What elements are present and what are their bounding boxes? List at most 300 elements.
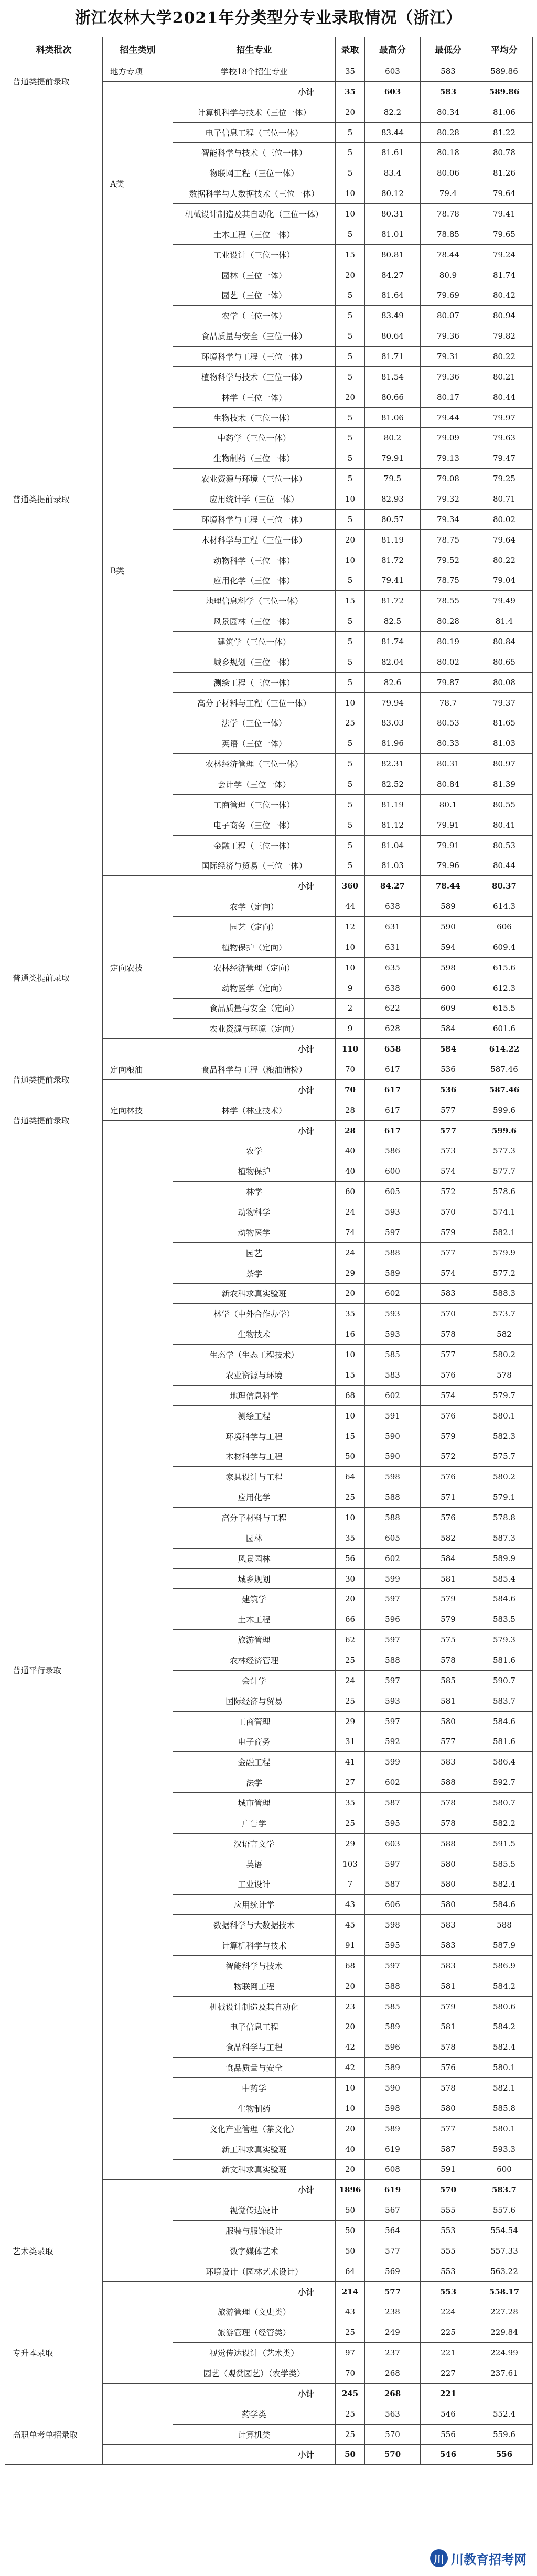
subtotal-label: 小计	[103, 2281, 336, 2302]
admitted-cell: 5	[336, 122, 365, 143]
avg-score-cell: 80.97	[476, 754, 533, 774]
major-cell: 广告学	[173, 1813, 336, 1833]
subtotal-label: 小计	[103, 2180, 336, 2200]
max-score-cell: 82.31	[365, 754, 421, 774]
min-score-cell: 80.19	[421, 632, 476, 652]
avg-score-cell: 586.9	[476, 1955, 533, 1976]
subtotal-admitted: 360	[336, 876, 365, 896]
min-score-cell: 585	[421, 1670, 476, 1691]
subtotal-label: 小计	[103, 876, 336, 896]
avg-score-cell: 79.47	[476, 448, 533, 469]
admitted-cell: 68	[336, 1385, 365, 1405]
avg-score-cell: 612.3	[476, 978, 533, 998]
avg-score-cell: 578.8	[476, 1508, 533, 1528]
admitted-cell: 50	[336, 2241, 365, 2261]
min-score-cell: 573	[421, 1141, 476, 1161]
admitted-cell: 5	[336, 448, 365, 469]
max-score-cell: 602	[365, 1772, 421, 1793]
avg-score-cell: 237.61	[476, 2363, 533, 2384]
avg-score-cell: 588.3	[476, 1283, 533, 1304]
major-cell: 智能科学与技术	[173, 1955, 336, 1976]
min-score-cell: 588	[421, 1833, 476, 1854]
avg-score-cell: 615.6	[476, 957, 533, 978]
table-row	[5, 1141, 533, 1161]
min-score-cell: 224	[421, 2302, 476, 2322]
avg-score-cell: 573.7	[476, 1304, 533, 1324]
avg-score-cell: 563.22	[476, 2261, 533, 2281]
min-score-cell: 79.08	[421, 469, 476, 489]
admitted-cell: 20	[336, 1589, 365, 1609]
major-cell: 数字媒体艺术	[173, 2241, 336, 2261]
admitted-cell: 20	[336, 265, 365, 285]
major-cell: 环境设计（园林艺术设计）	[173, 2261, 336, 2281]
admitted-cell: 5	[336, 347, 365, 367]
admitted-cell: 10	[336, 550, 365, 570]
admitted-cell: 60	[336, 1182, 365, 1202]
major-cell: 国际经济与贸易	[173, 1691, 336, 1711]
watermark-text: 川教育招考网	[451, 2552, 527, 2567]
max-score-cell: 592	[365, 1731, 421, 1752]
major-cell: 城乡规划（三位一体）	[173, 652, 336, 672]
admitted-cell: 5	[336, 570, 365, 591]
avg-score-cell: 80.08	[476, 672, 533, 692]
major-cell: 木材科学与工程	[173, 1446, 336, 1467]
major-cell: 生物制药	[173, 2098, 336, 2118]
major-cell: 城市管理	[173, 1793, 336, 1813]
avg-score-cell: 224.99	[476, 2343, 533, 2363]
min-score-cell: 579	[421, 1996, 476, 2017]
table-row	[5, 2302, 533, 2322]
min-score-cell: 79.87	[421, 672, 476, 692]
subtotal-max-score: 617	[365, 1120, 421, 1141]
major-cell: 会计学	[173, 1670, 336, 1691]
major-cell: 工商管理（三位一体）	[173, 794, 336, 815]
admitted-cell: 10	[336, 2098, 365, 2118]
min-score-cell: 79.09	[421, 428, 476, 448]
admitted-cell: 12	[336, 917, 365, 937]
max-score-cell: 585	[365, 1345, 421, 1365]
avg-score-cell: 585.5	[476, 1854, 533, 1874]
table-header-row	[5, 37, 533, 61]
admitted-cell: 5	[336, 285, 365, 306]
admitted-cell: 28	[336, 1100, 365, 1120]
major-cell: 食品科学与工程（粮油储检）	[173, 1059, 336, 1080]
major-cell: 家具设计与工程	[173, 1467, 336, 1487]
admitted-cell: 35	[336, 1793, 365, 1813]
major-cell: 食品质量与安全（定向）	[173, 998, 336, 1019]
max-score-cell: 563	[365, 2404, 421, 2424]
admitted-cell: 5	[336, 794, 365, 815]
admitted-cell: 10	[336, 183, 365, 204]
major-cell: 风景园林（三位一体）	[173, 611, 336, 632]
max-score-cell: 570	[365, 2424, 421, 2444]
max-score-cell: 617	[365, 1059, 421, 1080]
category-cell	[103, 1141, 173, 2180]
admitted-cell: 70	[336, 1059, 365, 1080]
min-score-cell: 80.1	[421, 794, 476, 815]
max-score-cell: 605	[365, 1528, 421, 1548]
max-score-cell: 638	[365, 896, 421, 917]
max-score-cell: 587	[365, 1793, 421, 1813]
avg-score-cell: 557.6	[476, 2200, 533, 2221]
min-score-cell: 79.44	[421, 407, 476, 428]
major-cell: 英语（三位一体）	[173, 733, 336, 754]
subtotal-admitted: 70	[336, 1079, 365, 1100]
avg-score-cell: 577.3	[476, 1141, 533, 1161]
avg-score-cell: 81.22	[476, 122, 533, 143]
admitted-cell: 5	[336, 326, 365, 347]
min-score-cell: 578	[421, 2037, 476, 2058]
avg-score-cell: 584.2	[476, 1976, 533, 1996]
admitted-cell: 35	[336, 1304, 365, 1324]
admitted-cell: 64	[336, 1467, 365, 1487]
max-score-cell: 80.64	[365, 326, 421, 347]
min-score-cell: 589	[421, 896, 476, 917]
major-cell: 食品质量与安全	[173, 2058, 336, 2078]
admitted-cell: 9	[336, 978, 365, 998]
avg-score-cell: 79.97	[476, 407, 533, 428]
max-score-cell: 81.04	[365, 835, 421, 856]
min-score-cell: 227	[421, 2363, 476, 2384]
min-score-cell: 609	[421, 998, 476, 1019]
max-score-cell: 593	[365, 1202, 421, 1222]
min-score-cell: 583	[421, 1955, 476, 1976]
major-cell: 应用统计学（三位一体）	[173, 489, 336, 510]
major-cell: 电子信息工程	[173, 2017, 336, 2037]
subtotal-min-score: 553	[421, 2281, 476, 2302]
admitted-cell: 44	[336, 896, 365, 917]
max-score-cell: 591	[365, 1405, 421, 1426]
avg-score-cell: 80.78	[476, 143, 533, 163]
max-score-cell: 597	[365, 1630, 421, 1650]
category-cell	[103, 2302, 173, 2383]
min-score-cell: 600	[421, 978, 476, 998]
admitted-cell: 29	[336, 1711, 365, 1731]
table-row	[5, 1100, 533, 1120]
min-score-cell: 583	[421, 1935, 476, 1956]
major-cell: 食品质量与安全（三位一体）	[173, 326, 336, 347]
admitted-cell: 62	[336, 1630, 365, 1650]
subtotal-avg-score: 583.7	[476, 2180, 533, 2200]
major-cell: 应用统计学	[173, 1895, 336, 1915]
min-score-cell: 572	[421, 1182, 476, 1202]
category-cell	[103, 2404, 173, 2444]
min-score-cell: 80.17	[421, 387, 476, 407]
min-score-cell: 576	[421, 1405, 476, 1426]
min-score-cell: 576	[421, 1365, 476, 1386]
avg-score-cell: 587.3	[476, 1528, 533, 1548]
max-score-cell: 83.49	[365, 306, 421, 326]
major-cell: 工业设计（三位一体）	[173, 244, 336, 265]
admitted-cell: 10	[336, 692, 365, 713]
avg-score-cell: 80.41	[476, 815, 533, 835]
max-score-cell: 631	[365, 937, 421, 957]
avg-score-cell: 81.4	[476, 611, 533, 632]
min-score-cell: 577	[421, 1345, 476, 1365]
avg-score-cell: 614.3	[476, 896, 533, 917]
min-score-cell: 78.44	[421, 244, 476, 265]
min-score-cell: 80.28	[421, 611, 476, 632]
min-score-cell: 553	[421, 2261, 476, 2281]
category-cell: 地方专项	[103, 61, 173, 82]
admitted-cell: 5	[336, 652, 365, 672]
admitted-cell: 20	[336, 1976, 365, 1996]
max-score-cell: 596	[365, 2037, 421, 2058]
avg-score-cell: 582.4	[476, 2037, 533, 2058]
max-score-cell: 83.44	[365, 122, 421, 143]
max-score-cell: 583	[365, 1365, 421, 1386]
major-cell: 新工科求真实验班	[173, 2139, 336, 2159]
avg-score-cell: 577.7	[476, 1161, 533, 1182]
major-cell: 环境科学与工程（三位一体）	[173, 509, 336, 529]
major-cell: 土木工程	[173, 1609, 336, 1630]
max-score-cell: 603	[365, 1833, 421, 1854]
batch-cell: 艺术类录取	[5, 2200, 103, 2302]
admitted-cell: 5	[336, 733, 365, 754]
major-cell: 地理信息科学	[173, 1385, 336, 1405]
avg-score-cell: 81.06	[476, 102, 533, 122]
avg-score-cell: 582.1	[476, 1222, 533, 1242]
admitted-cell: 24	[336, 1670, 365, 1691]
major-cell: 生物技术（三位一体）	[173, 407, 336, 428]
admitted-cell: 25	[336, 1650, 365, 1671]
max-score-cell: 635	[365, 957, 421, 978]
admitted-cell: 10	[336, 1405, 365, 1426]
subtotal-admitted: 110	[336, 1039, 365, 1059]
major-cell: 测绘工程	[173, 1405, 336, 1426]
avg-score-cell: 80.71	[476, 489, 533, 510]
min-score-cell: 576	[421, 1467, 476, 1487]
major-cell: 农业资源与环境	[173, 1365, 336, 1386]
min-score-cell: 572	[421, 1446, 476, 1467]
major-cell: 学校18个招生专业	[173, 61, 336, 82]
avg-score-cell: 79.37	[476, 692, 533, 713]
admitted-cell: 2	[336, 998, 365, 1019]
min-score-cell: 78.75	[421, 570, 476, 591]
admitted-cell: 5	[336, 774, 365, 795]
admitted-cell: 42	[336, 2037, 365, 2058]
admitted-cell: 5	[336, 407, 365, 428]
avg-score-cell: 581.6	[476, 1731, 533, 1752]
min-score-cell: 78.7	[421, 692, 476, 713]
major-cell: 农学（三位一体）	[173, 306, 336, 326]
admitted-cell: 40	[336, 2139, 365, 2159]
avg-score-cell: 591.5	[476, 1833, 533, 1854]
max-score-cell: 82.04	[365, 652, 421, 672]
max-score-cell: 80.81	[365, 244, 421, 265]
max-score-cell: 608	[365, 2159, 421, 2180]
major-cell: 计算机科学与技术	[173, 1935, 336, 1956]
subtotal-label: 小计	[103, 2444, 336, 2465]
major-cell: 生态学（生态工程技术）	[173, 1345, 336, 1365]
min-score-cell: 577	[421, 1242, 476, 1263]
subtotal-avg-score: 589.86	[476, 81, 533, 102]
major-cell: 地理信息科学（三位一体）	[173, 591, 336, 611]
major-cell: 新农科求真实验班	[173, 1283, 336, 1304]
max-score-cell: 577	[365, 2241, 421, 2261]
max-score-cell: 81.03	[365, 856, 421, 876]
header-batch: 科类批次	[5, 37, 103, 61]
max-score-cell: 249	[365, 2322, 421, 2343]
admitted-cell: 20	[336, 2159, 365, 2180]
min-score-cell: 578	[421, 1793, 476, 1813]
avg-score-cell: 582.1	[476, 2078, 533, 2098]
admitted-cell: 7	[336, 1874, 365, 1895]
major-cell: 国际经济与贸易（三位一体）	[173, 856, 336, 876]
min-score-cell: 583	[421, 1915, 476, 1935]
min-score-cell: 581	[421, 2017, 476, 2037]
subtotal-avg-score: 614.22	[476, 1039, 533, 1059]
admitted-cell: 23	[336, 1996, 365, 2017]
avg-score-cell: 584.2	[476, 2017, 533, 2037]
major-cell: 植物保护（定向）	[173, 937, 336, 957]
major-cell: 建筑学	[173, 1589, 336, 1609]
admitted-cell: 66	[336, 1609, 365, 1630]
avg-score-cell: 80.53	[476, 835, 533, 856]
subtotal-avg-score: 587.46	[476, 1079, 533, 1100]
min-score-cell: 80.9	[421, 265, 476, 285]
max-score-cell: 79.41	[365, 570, 421, 591]
major-cell: 高分子材料与工程（三位一体）	[173, 692, 336, 713]
major-cell: 林学（三位一体）	[173, 387, 336, 407]
min-score-cell: 79.31	[421, 347, 476, 367]
subtotal-max-score: 84.27	[365, 876, 421, 896]
avg-score-cell: 227.28	[476, 2302, 533, 2322]
admitted-cell: 30	[336, 1568, 365, 1589]
admitted-cell: 31	[336, 1731, 365, 1752]
admitted-cell: 20	[336, 387, 365, 407]
max-score-cell: 589	[365, 1263, 421, 1283]
admitted-cell: 43	[336, 2302, 365, 2322]
major-cell: 工业设计	[173, 1874, 336, 1895]
max-score-cell: 597	[365, 1854, 421, 1874]
major-cell: 植物科学与技术（三位一体）	[173, 366, 336, 387]
avg-score-cell: 580.2	[476, 1467, 533, 1487]
major-cell: 物联网工程（三位一体）	[173, 163, 336, 183]
admitted-cell: 20	[336, 2118, 365, 2139]
min-score-cell: 556	[421, 2424, 476, 2444]
admitted-cell: 20	[336, 102, 365, 122]
subtotal-avg-score: 80.37	[476, 876, 533, 896]
avg-score-cell: 554.54	[476, 2221, 533, 2241]
batch-cell: 普通类提前录取	[5, 1059, 103, 1100]
admission-table	[5, 37, 533, 2465]
min-score-cell: 579	[421, 1426, 476, 1446]
avg-score-cell: 583.7	[476, 1691, 533, 1711]
major-cell: 计算机科学与技术（三位一体）	[173, 102, 336, 122]
subtotal-max-score: 603	[365, 81, 421, 102]
min-score-cell: 79.91	[421, 835, 476, 856]
avg-score-cell: 580.1	[476, 2118, 533, 2139]
avg-score-cell: 579.1	[476, 1487, 533, 1508]
avg-score-cell: 80.55	[476, 794, 533, 815]
avg-score-cell: 586.4	[476, 1752, 533, 1772]
watermark-logo-icon: 川	[430, 2549, 448, 2567]
min-score-cell: 578	[421, 1324, 476, 1345]
max-score-cell: 602	[365, 1283, 421, 1304]
admitted-cell: 25	[336, 2404, 365, 2424]
major-cell: 中药学（三位一体）	[173, 428, 336, 448]
admitted-cell: 25	[336, 713, 365, 733]
subtotal-min-score: 221	[421, 2383, 476, 2404]
admitted-cell: 74	[336, 1222, 365, 1242]
avg-score-cell: 582.4	[476, 1874, 533, 1895]
min-score-cell: 80.28	[421, 122, 476, 143]
max-score-cell: 590	[365, 1446, 421, 1467]
major-cell: 电子商务	[173, 1731, 336, 1752]
min-score-cell: 221	[421, 2343, 476, 2363]
batch-cell: 普通类提前录取	[5, 896, 103, 1059]
admitted-cell: 10	[336, 489, 365, 510]
max-score-cell: 628	[365, 1019, 421, 1039]
min-score-cell: 576	[421, 2058, 476, 2078]
admitted-cell: 5	[336, 672, 365, 692]
avg-score-cell: 80.42	[476, 285, 533, 306]
max-score-cell: 82.6	[365, 672, 421, 692]
admitted-cell: 56	[336, 1548, 365, 1568]
major-cell: 生物制药（三位一体）	[173, 448, 336, 469]
max-score-cell: 80.2	[365, 428, 421, 448]
max-score-cell: 631	[365, 917, 421, 937]
admitted-cell: 20	[336, 529, 365, 550]
category-cell: 定向粮油	[103, 1059, 173, 1080]
max-score-cell: 588	[365, 1242, 421, 1263]
min-score-cell: 579	[421, 1609, 476, 1630]
min-score-cell: 583	[421, 1752, 476, 1772]
admitted-cell: 10	[336, 1508, 365, 1528]
min-score-cell: 580	[421, 1895, 476, 1915]
table-row	[5, 896, 533, 917]
major-cell: 旅游管理（文史类）	[173, 2302, 336, 2322]
min-score-cell: 598	[421, 957, 476, 978]
max-score-cell: 589	[365, 2017, 421, 2037]
major-cell: 应用化学（三位一体）	[173, 570, 336, 591]
major-cell: 建筑学（三位一体）	[173, 632, 336, 652]
max-score-cell: 81.12	[365, 815, 421, 835]
avg-score-cell: 585.4	[476, 1568, 533, 1589]
major-cell: 环境科学与工程（三位一体）	[173, 347, 336, 367]
admitted-cell: 5	[336, 469, 365, 489]
avg-score-cell: 81.26	[476, 163, 533, 183]
major-cell: 木材科学与工程（三位一体）	[173, 529, 336, 550]
max-score-cell: 81.72	[365, 591, 421, 611]
admitted-cell: 70	[336, 2363, 365, 2384]
min-score-cell: 577	[421, 1100, 476, 1120]
major-cell: 计算机类	[173, 2424, 336, 2444]
max-score-cell: 593	[365, 1324, 421, 1345]
avg-score-cell: 80.21	[476, 366, 533, 387]
subtotal-min-score: 577	[421, 1120, 476, 1141]
admitted-cell: 5	[336, 815, 365, 835]
max-score-cell: 80.66	[365, 387, 421, 407]
major-cell: 物联网工程	[173, 1976, 336, 1996]
avg-score-cell: 81.39	[476, 774, 533, 795]
max-score-cell: 590	[365, 1426, 421, 1446]
min-score-cell: 78.85	[421, 224, 476, 244]
max-score-cell: 589	[365, 2058, 421, 2078]
batch-cell: 专升本录取	[5, 2302, 103, 2404]
max-score-cell: 585	[365, 1996, 421, 2017]
avg-score-cell: 579.9	[476, 1242, 533, 1263]
subtotal-max-score: 268	[365, 2383, 421, 2404]
max-score-cell: 605	[365, 1182, 421, 1202]
avg-score-cell: 80.22	[476, 550, 533, 570]
max-score-cell: 82.52	[365, 774, 421, 795]
subtotal-avg-score: 556	[476, 2444, 533, 2465]
avg-score-cell: 584.6	[476, 1895, 533, 1915]
avg-score-cell: 577.2	[476, 1263, 533, 1283]
major-cell: 机械设计制造及其自动化（三位一体）	[173, 204, 336, 224]
